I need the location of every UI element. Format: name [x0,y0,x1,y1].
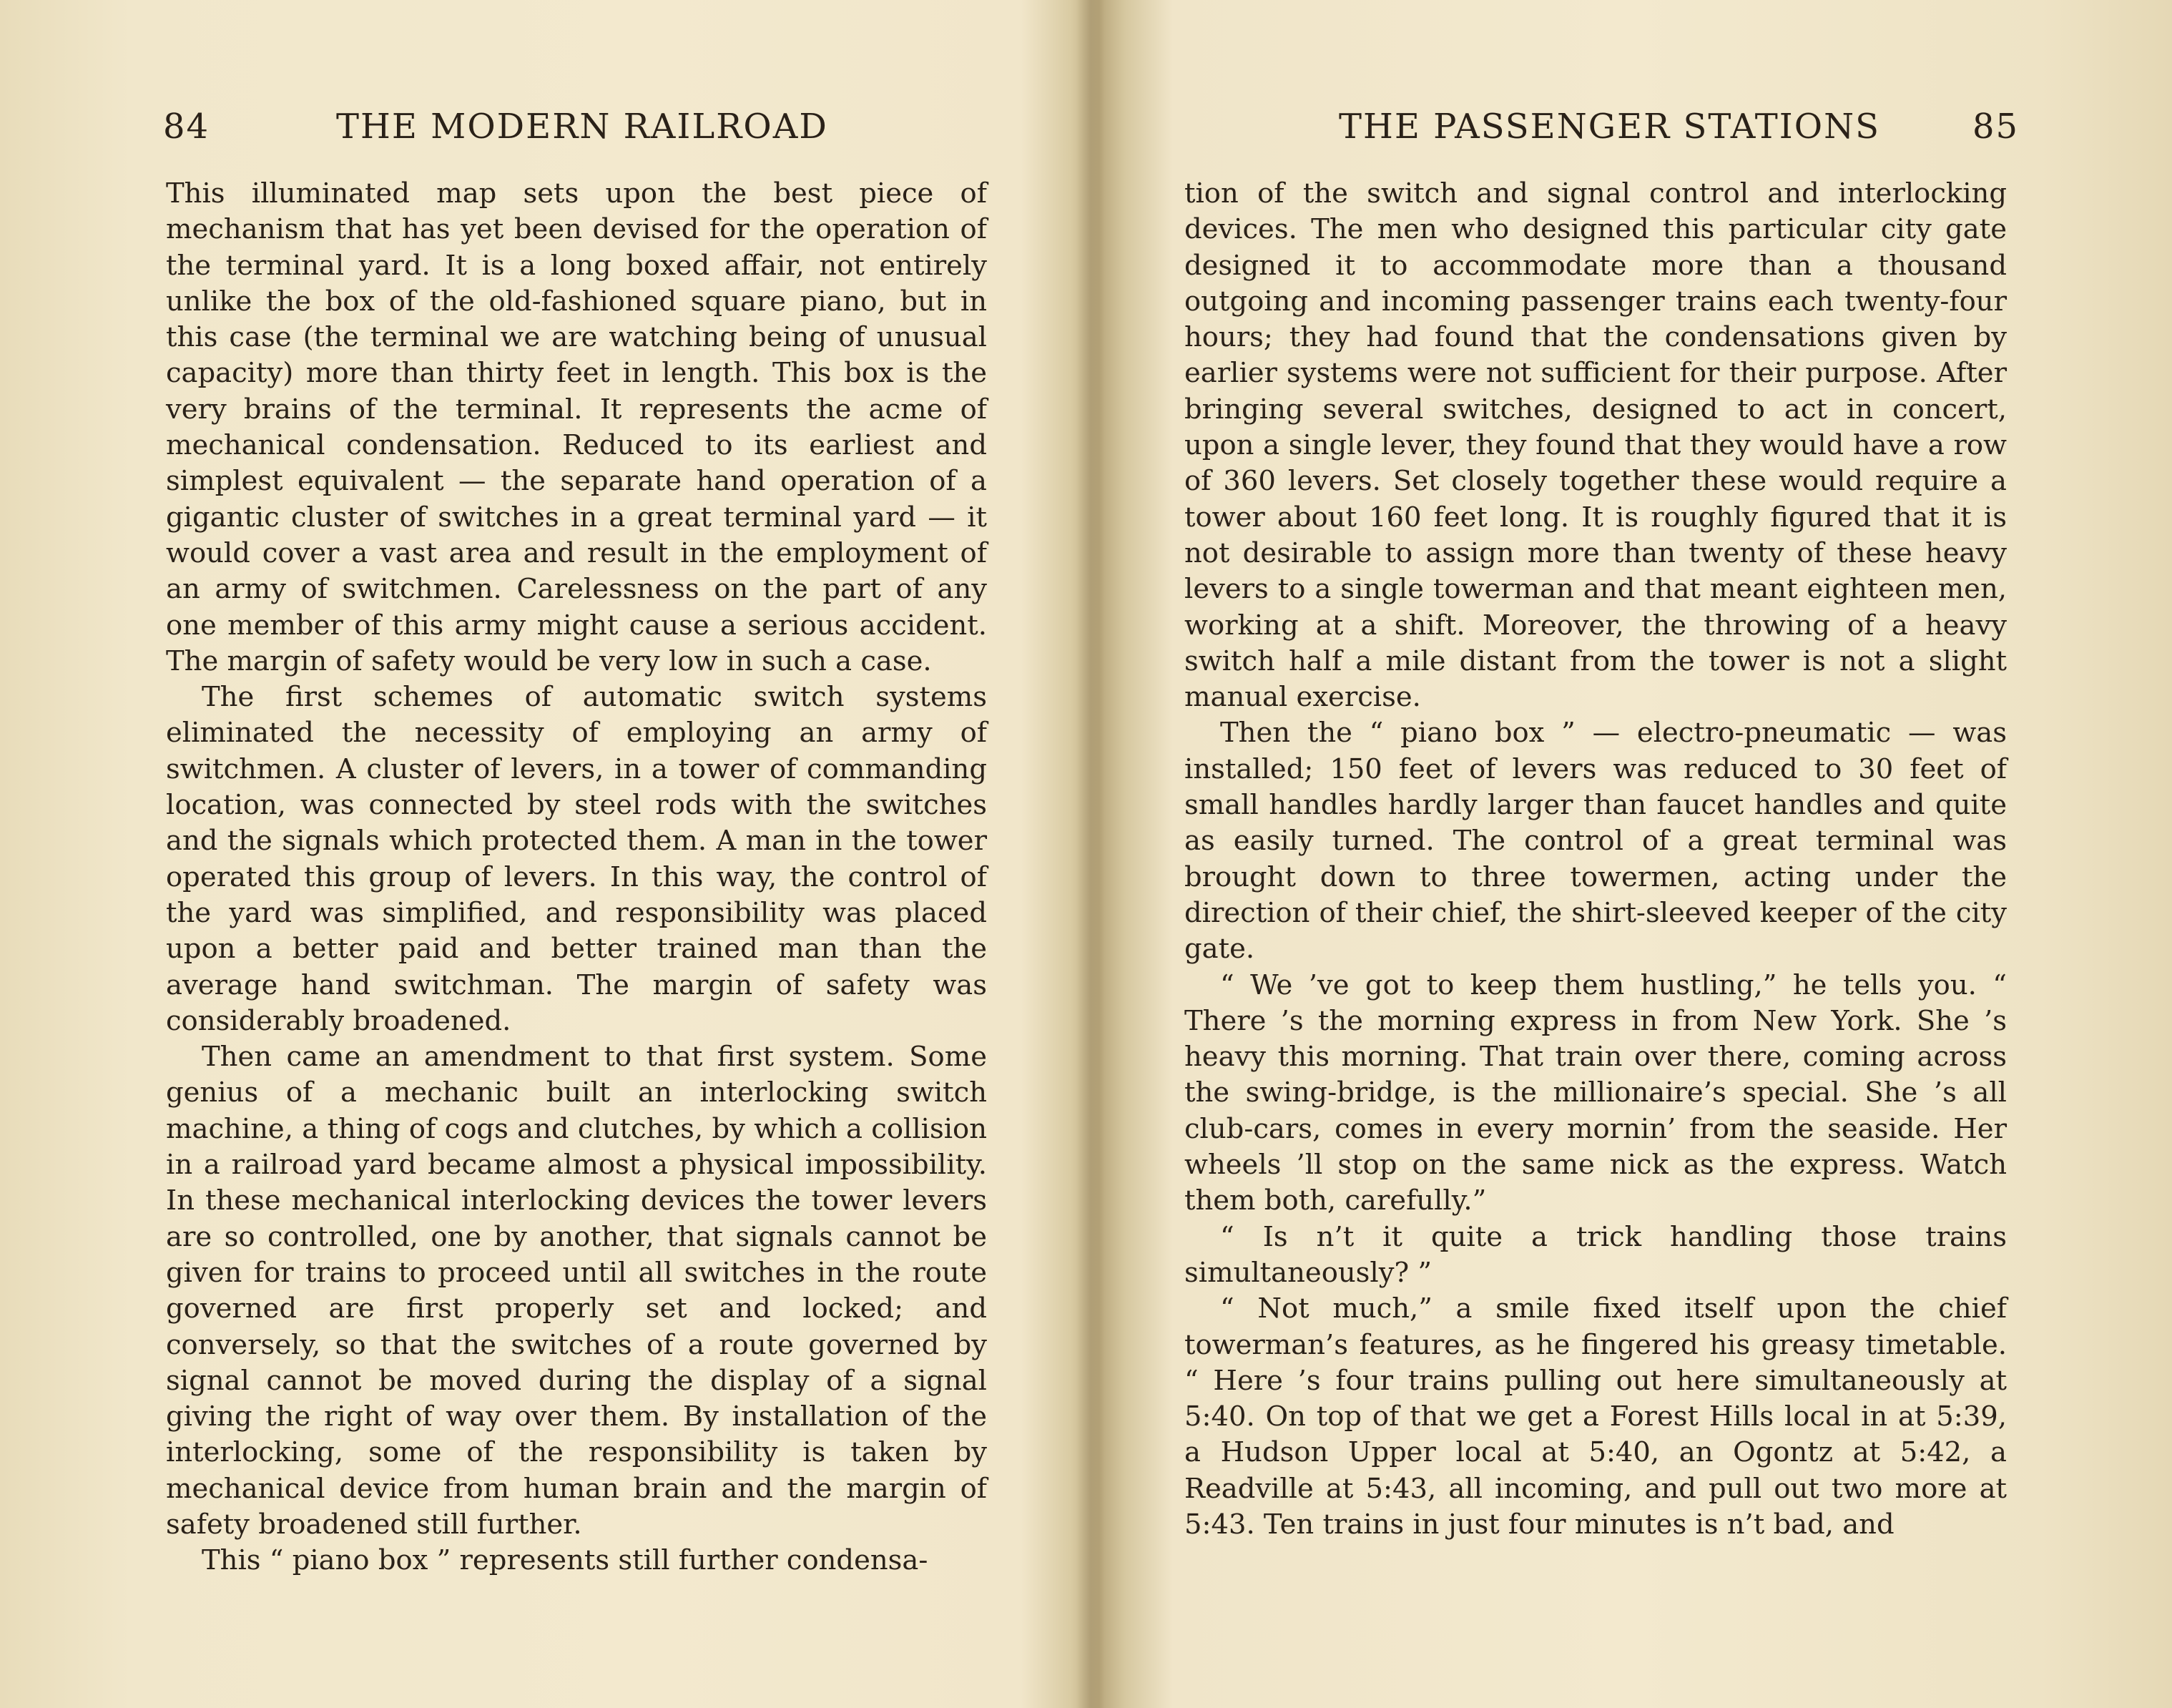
paragraph: “ Not much,” a smile fixed itself upon the chief towerman’s features, as he fingered his greasy timetable. “ Here ’s four trains pulling out here simultaneously at 5:40. On top of that we get a Forest Hills local in at 5:39, a Hudson Upper local at 5:40, an Ogontz at 5:42, a Readville at 5:43, all incoming, and pull out two more at 5:43. Ten trains in just four minutes is n’t bad, and [1184,1292,2007,1541]
left-page-number: 84 [163,107,210,147]
book-gutter [1076,0,1105,1708]
paragraph: “ We ’ve got to keep them hustling,” he tells you. “ There ’s the morning express in from New York. She ’s heavy this morning. That train over there, coming across the swing-bridge, is the millionaire’s special. She ’s all club-cars, comes in every mornin’ from the seaside. Her wheels ’ll stop on the same nick as the express. Watch them both, carefully.” [1184,968,2007,1217]
right-page [1101,0,2172,1708]
right-page-number: 85 [1972,107,2020,147]
right-running-head: THE PASSENGER STATIONS [1339,107,1880,147]
left-page-text [166,176,987,1579]
paragraph: “ Is n’t it quite a trick handling those trains simultaneously? ” [1184,1220,2007,1289]
left-running-head: THE MODERN RAILROAD [336,107,828,147]
paragraph: The first schemes of automatic switch systems eliminated the necessity of employing an army of switchmen. A cluster of levers, in a tower of commanding location, was connected by steel rods with the switches and the signals which protected them. A man in the tower operated this group of levers. In this way, the control of the yard was simplified, and responsibility was placed upon a better paid and better trained man than the average hand switchman. The margin of safety was considerably broadened. [166,681,987,1037]
paragraph: Then the “ piano box ” — electro-pneumatic — was installed; 150 feet of levers was reduced to 30 feet of small handles hardly larger than faucet handles and quite as easily turned. The control of a great terminal was brought down to three towermen, acting under the direction of their chief, the shirt-sleeved keeper of the city gate. [1184,717,2007,966]
paragraph: Then came an amendment to that first system. Some genius of a mechanic built an interlocking switch machine, a thing of cogs and clutches, by which a collision in a railroad yard became almost a physical impossibility. In these mechanical interlocking devices the tower levers are so controlled, one by another, that signals cannot be given for trains to proceed until all switches in the route governed are first properly set and locked; and conversely, so that the switches of a route governed by signal cannot be moved during the display of a signal giving the right of way over them. By installation of the interlocking, some of the responsibility is taken by mechanical device from human brain and the margin of safety broadened still further. [166,1041,987,1541]
paragraph: tion of the switch and signal control and interlocking devices. The men who designed this particular city gate designed it to accommodate more than a thousand outgoing and incoming passenger trains each twenty-four hours; they had found that the condensations given by earlier systems were not sufficient for their purpose. After bringing several switches, designed to act in concert, upon a single lever, they found that they would have a row of 360 levers. Set closely together these would require a tower about 160 feet long. It is roughly figured that it is not desirable to assign more than twenty of these heavy levers to a single towerman and that meant eighteen men, working at a shift. Moreover, the throwing of a heavy switch half a mile distant from the tower is not a slight manual exercise. [1184,177,2007,714]
paragraph: This “ piano box ” represents still further condensa- [202,1544,928,1577]
right-page-text [1184,176,2007,1543]
paragraph: This illuminated map sets upon the best piece of mechanism that has yet been devised for the operation of the terminal yard. It is a long boxed affair, not entirely unlike the box of the old-fashioned square piano, but in this case (the terminal we are watching being of unusual capacity) more than thirty feet in length. This box is the very brains of the terminal. It represents the acme of mechanical condensation. Reduced to its earliest and simplest equivalent — the separate hand operation of a gigantic cluster of switches in a great terminal yard — it would cover a vast area and result in the employment of an army of switchmen. Carelessness on the part of any one member of this army might cause a serious accident. The margin of safety would be very low in such a case. [166,177,987,677]
left-page [0,0,1073,1708]
